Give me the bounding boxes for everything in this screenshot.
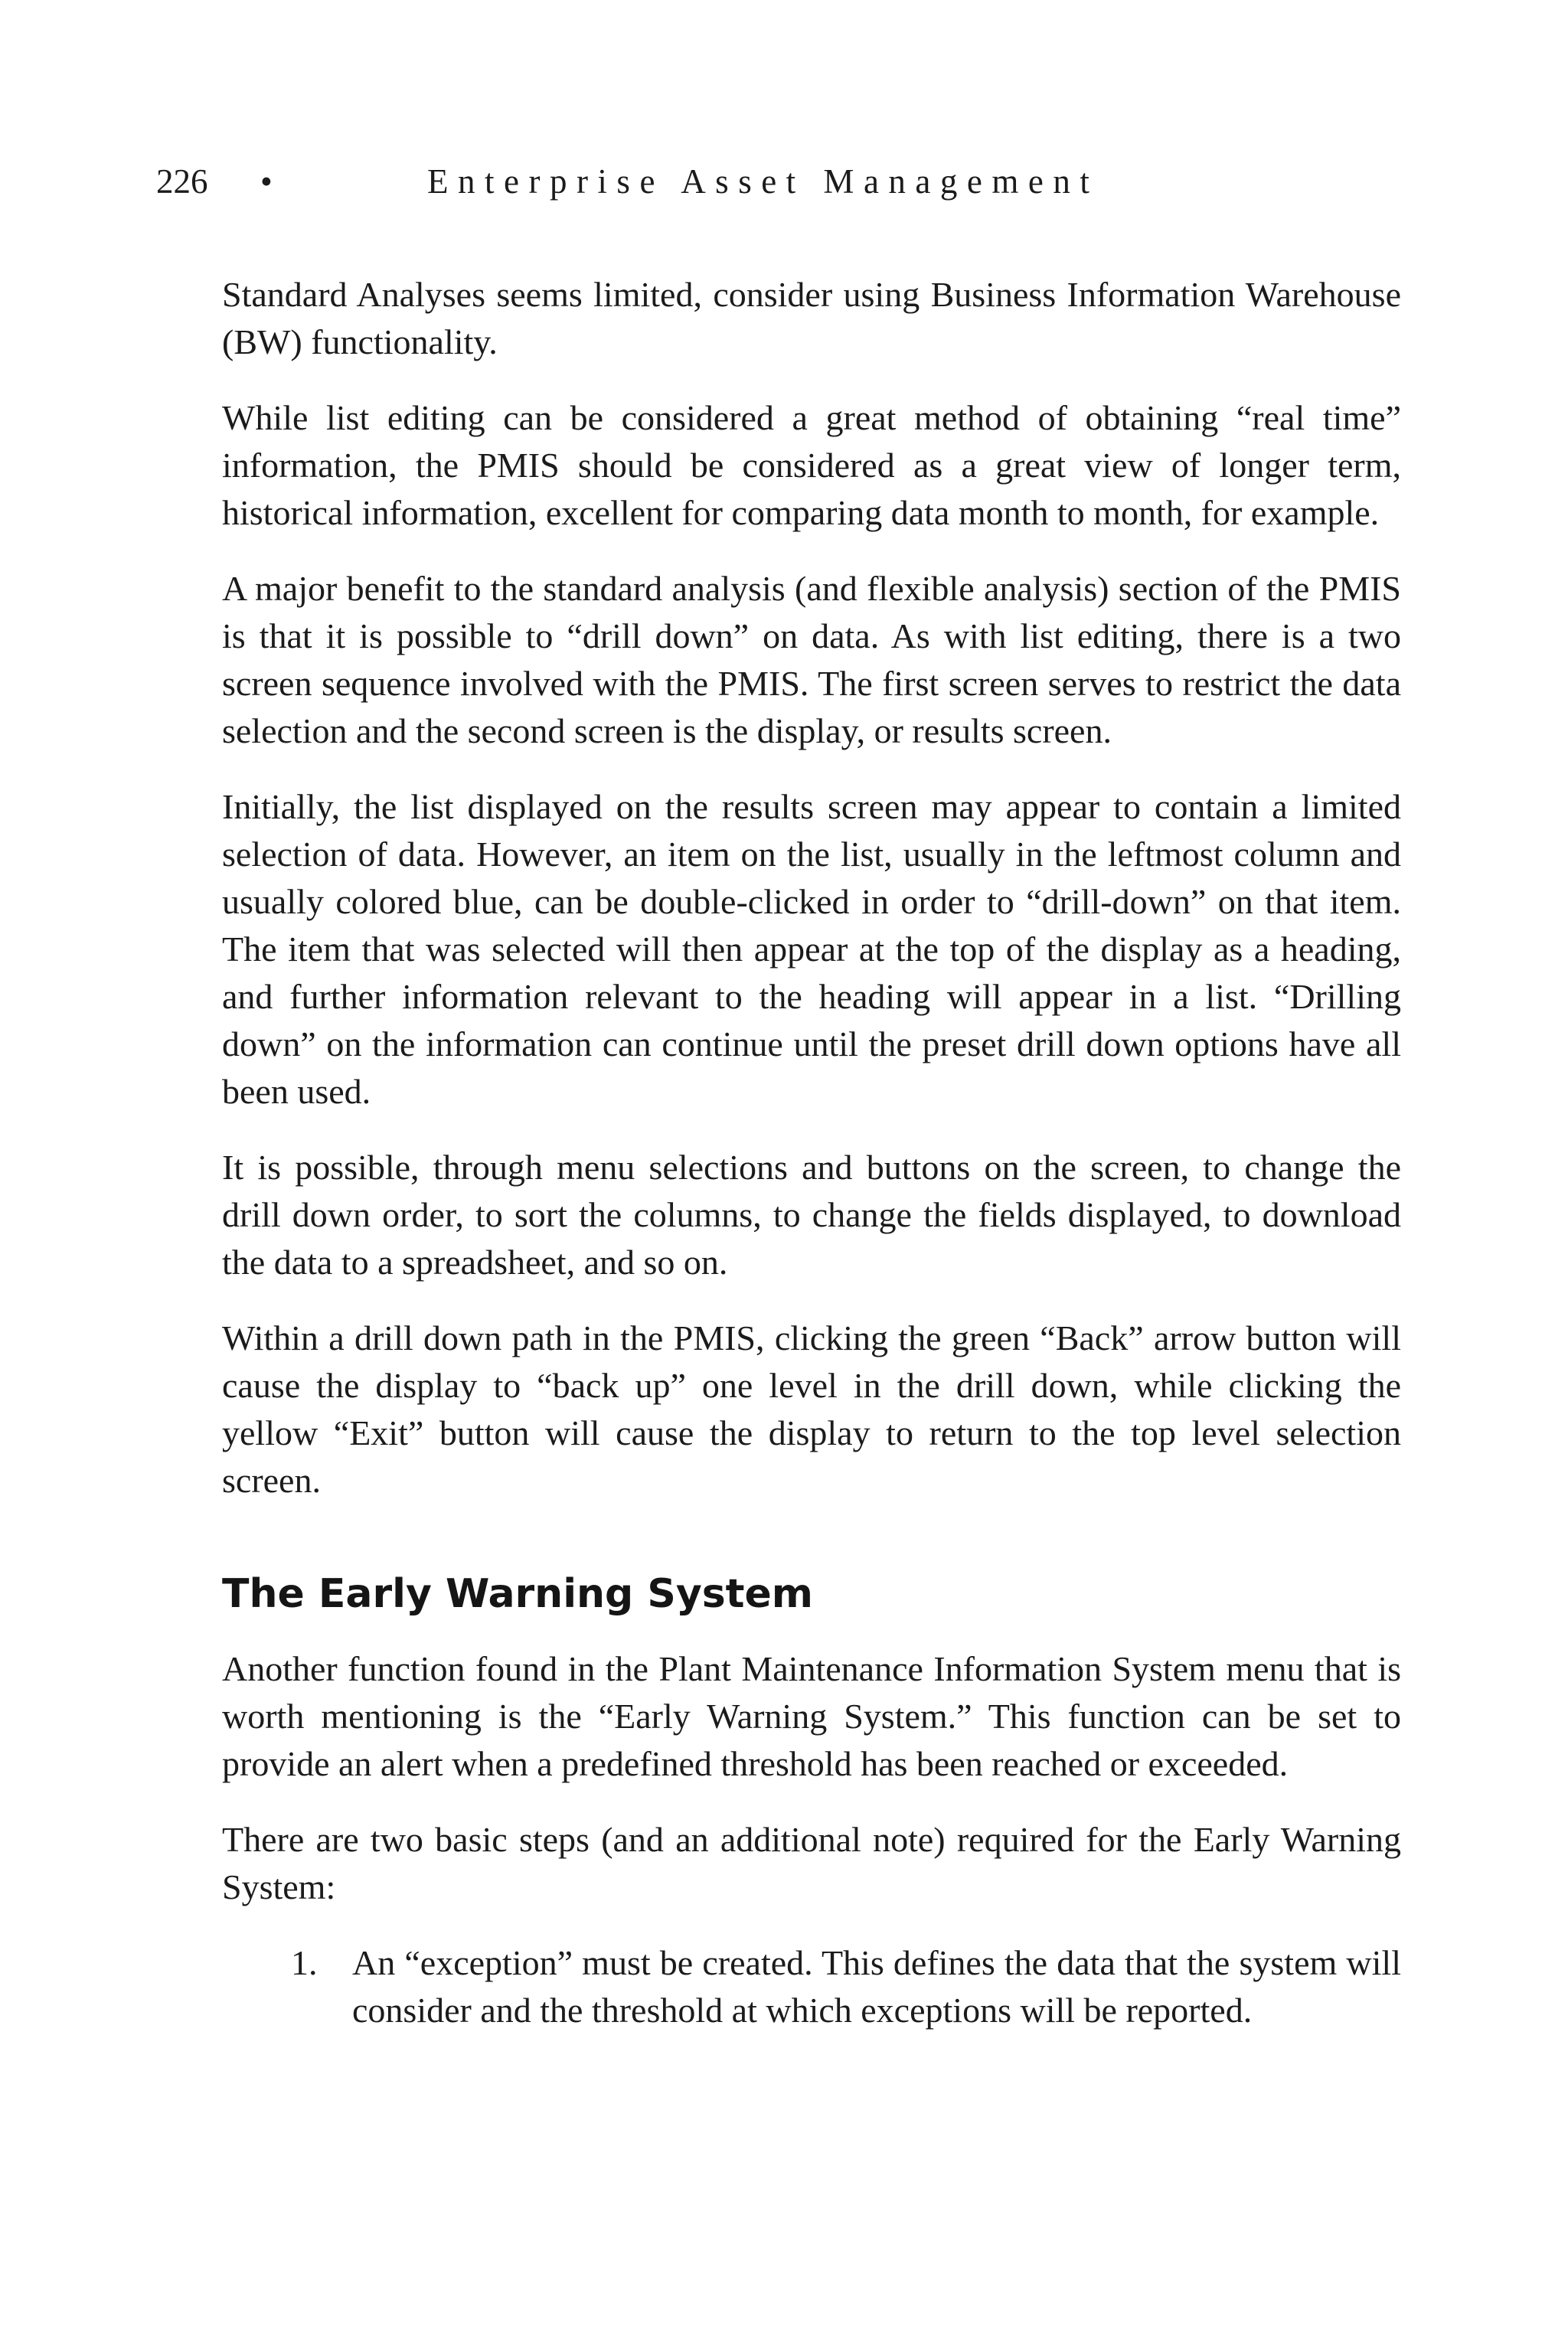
numbered-list <box>222 1939 1401 2034</box>
page-content <box>222 271 1401 2034</box>
running-header <box>156 155 1412 208</box>
body-paragraph: A major benefit to the standard analysis (and flexible analysis) section of the PMIS is that it is possible to “drill down” on data. As with list editing, there is a two screen sequence involved with the PMIS. The first screen serves to restrict the data selection and the second screen is the display, or results screen. <box>222 569 1401 750</box>
body-paragraph: Within a drill down path in the PMIS, clicking the green “Back” arrow button will cause the display to “back up” one level in the drill down, while clicking the yellow “Exit” button will cause the display to return to the top level selection screen. <box>222 1318 1401 1500</box>
section-paragraph: Another function found in the Plant Maintenance Information System menu that is worth mentioning is the “Early Warning System.” This function can be set to provide an alert when a predefined threshold has been reached or exceeded. <box>222 1649 1401 1783</box>
list-item-number: 1. <box>291 1943 318 1982</box>
list-item-text: An “exception” must be created. This defines the data that the system will consider and the threshold at which exceptions will be reported. <box>352 1943 1401 2030</box>
page-number: 226 <box>156 162 208 201</box>
body-paragraph: Initially, the list displayed on the results screen may appear to contain a limited selection of data. However, an item on the list, usually in the leftmost column and usually colored blue, can be double-clicked in order to “drill-down” on that item. The item that was selected will then appear at the top of the display as a heading, and further information relevant to the heading will appear in a list. “Drilling down” on the information can continue until the preset drill down options have all been used. <box>222 787 1401 1111</box>
body-paragraph: Standard Analyses seems limited, consider using Business Information Warehouse (BW) functionality. <box>222 275 1401 361</box>
section-paragraph: There are two basic steps (and an additional note) required for the Early Warning System: <box>222 1820 1401 1906</box>
body-paragraph: While list editing can be considered a great method of obtaining “real time” information, the PMIS should be considered as a great view of longer term, historical information, excellent for comparing data month to month, for example. <box>222 398 1401 532</box>
body-paragraph: It is possible, through menu selections and buttons on the screen, to change the drill down order, to sort the columns, to change the fields displayed, to download the data to a spreadsheet, and so on. <box>222 1148 1401 1282</box>
list-item <box>222 1939 1401 2034</box>
book-title: Enterprise Asset Management <box>427 162 1099 201</box>
header-separator: • <box>260 162 273 201</box>
section-heading: The Early Warning System <box>222 1571 813 1617</box>
